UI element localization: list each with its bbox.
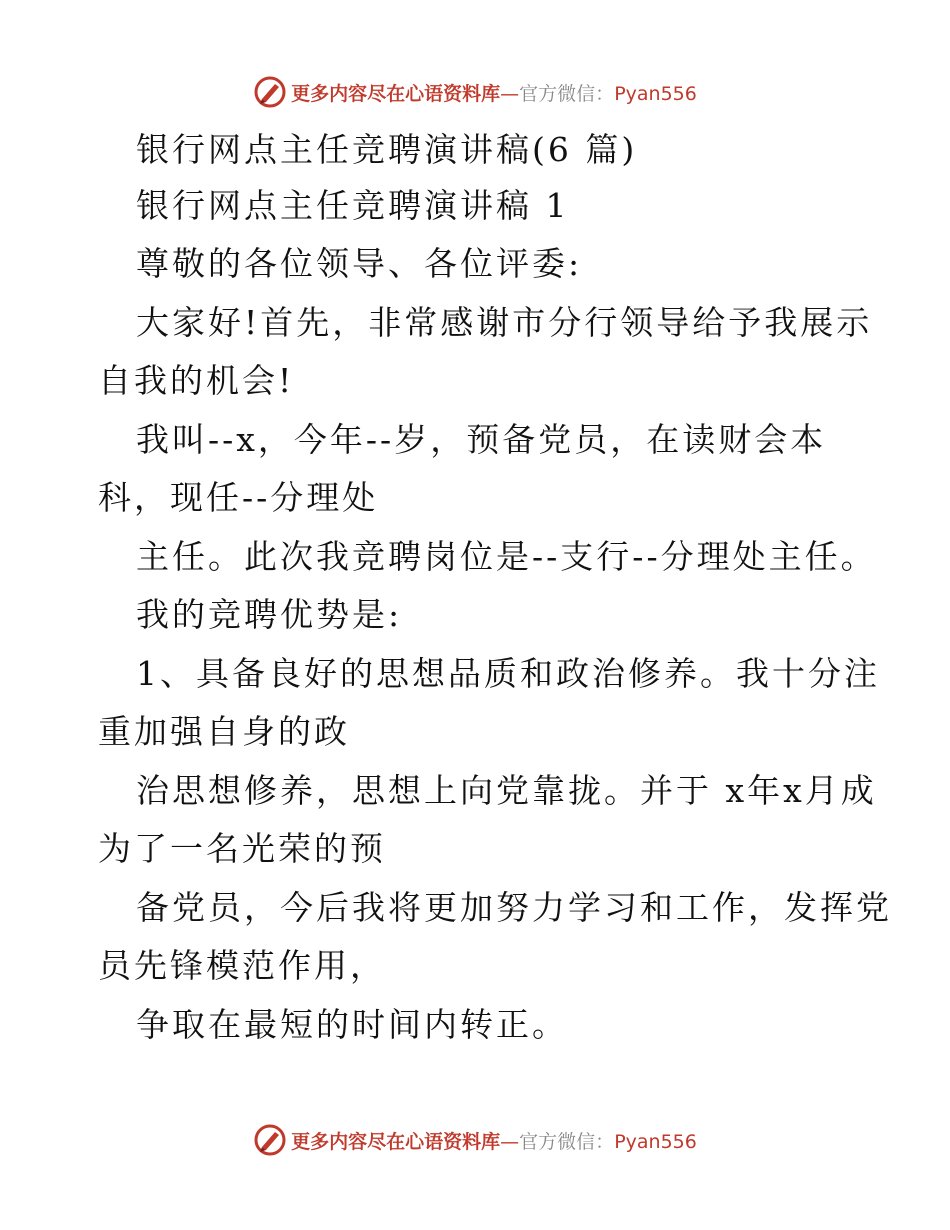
- watermark-text: [291, 79, 697, 106]
- watermark-separator: —: [500, 82, 520, 105]
- doc-line: 为了一名光荣的预: [98, 829, 386, 868]
- pen-logo-icon: [253, 75, 287, 109]
- pen-logo-icon: [253, 1123, 287, 1157]
- watermark-id: Pyan556: [614, 82, 697, 105]
- doc-line: 员先锋模范作用，: [98, 946, 386, 985]
- watermark-separator: —: [500, 1130, 520, 1153]
- watermark-text: [291, 1127, 697, 1154]
- doc-line: 争取在最短的时间内转正。: [136, 1005, 568, 1044]
- watermark-sub: 官方微信：: [519, 1130, 615, 1153]
- doc-line: 1、具备良好的思想品质和政治修养。我十分注: [136, 654, 880, 693]
- header-watermark: [0, 72, 950, 112]
- watermark-sub: 官方微信：: [519, 82, 615, 105]
- doc-line: 科，现任--分理处: [98, 478, 379, 517]
- doc-line: 尊敬的各位领导、各位评委:: [136, 244, 583, 283]
- doc-line: 治思想修养，思想上向党靠拢。并于 x年x月成: [136, 771, 877, 810]
- doc-line: 我的竞聘优势是:: [136, 595, 403, 634]
- doc-line: 主任。此次我竞聘岗位是--支行--分理处主任。: [136, 537, 877, 576]
- footer-watermark: [0, 1120, 950, 1160]
- doc-line: 我叫--x，今年--岁，预备党员，在读财会本: [136, 420, 827, 459]
- doc-subtitle: 银行网点主任竞聘演讲稿 1: [136, 186, 570, 225]
- doc-line: 自我的机会!: [98, 361, 295, 400]
- watermark-main: 更多内容尽在心语资料库: [291, 1130, 501, 1153]
- doc-line: 备党员，今后我将更加努力学习和工作，发挥党: [136, 888, 892, 927]
- doc-title: 银行网点主任竞聘演讲稿(6 篇): [136, 130, 638, 169]
- watermark-main: 更多内容尽在心语资料库: [291, 82, 501, 105]
- doc-line: 重加强自身的政: [98, 712, 350, 751]
- watermark-id: Pyan556: [614, 1130, 697, 1153]
- doc-line: 大家好!首先，非常感谢市分行领导给予我展示: [136, 303, 873, 342]
